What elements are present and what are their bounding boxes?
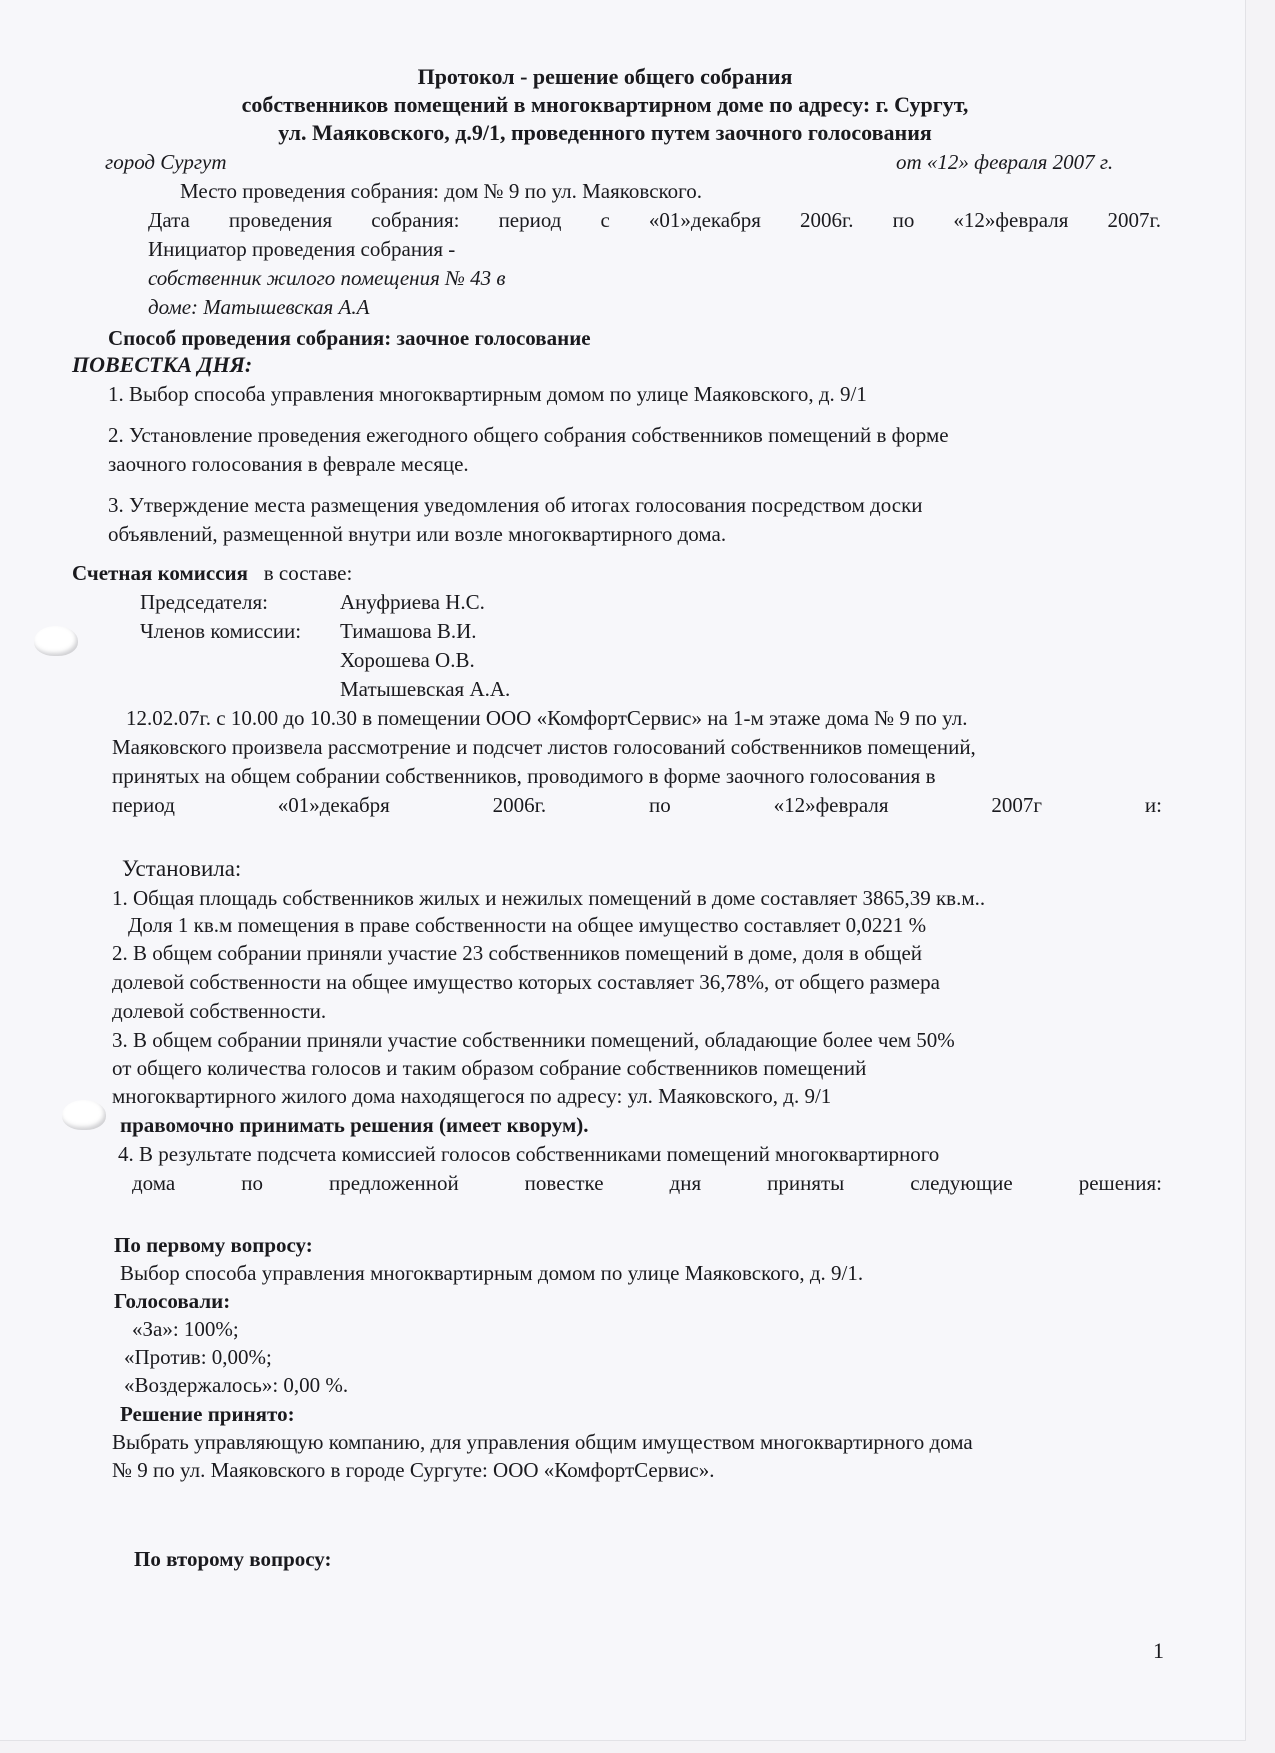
counting-line-2: Маяковского произвела рассмотрение и подсчет листов голосований собственников помещений, [112, 735, 976, 759]
question-2-heading: По второму вопросу: [134, 1547, 332, 1571]
word: по [892, 208, 915, 232]
word: 2006г. [492, 793, 547, 817]
initiator-line-1: собственник жилого помещения № 43 в [148, 266, 506, 290]
punch-hole-top [34, 626, 78, 656]
commission-heading-rest: в составе: [263, 561, 353, 585]
word: «12»февраля [953, 208, 1069, 232]
member-3: Матышевская А.А. [340, 677, 511, 701]
chair-name: Ануфриева Н.С. [340, 590, 485, 614]
question-1-vote-abstained: «Воздержалось»: 0,00 %. [124, 1373, 349, 1397]
punch-hole-bottom [62, 1100, 106, 1130]
commission-heading [72, 560, 352, 586]
agenda-item-3-line-2: объявлений, размещенной внутри или возле многоквартирного дома. [108, 522, 727, 546]
member-1: Тимашова В.И. [340, 619, 477, 643]
agenda-item-2-line-2: заочного голосования в феврале месяце. [108, 452, 469, 476]
word: следующие [910, 1171, 1013, 1195]
meeting-method: Способ проведения собрания: заочное голосование [108, 326, 591, 350]
word: по [241, 1171, 263, 1195]
word: приняты [767, 1171, 845, 1195]
word: проведения [228, 208, 333, 232]
page-number: 1 [1153, 1638, 1164, 1663]
word: по [648, 793, 671, 817]
established-p1-line-2: Доля 1 кв.м помещения в праве собственности на общее имущество составляет 0,0221 % [128, 913, 927, 937]
established-p3-line-3: многоквартирного жилого дома находящегося по адресу: ул. Маяковского, д. 9/1 [112, 1084, 832, 1108]
meeting-period [148, 207, 1161, 233]
word: предложенной [328, 1171, 459, 1195]
agenda-item-2-line-1: 2. Установление проведения ежегодного общего собрания собственников помещений в форме [108, 423, 949, 447]
agenda-item-1: 1. Выбор способа управления многоквартирным домом по улице Маяковского, д. 9/1 [108, 382, 867, 406]
word: дома [132, 1171, 176, 1195]
agenda-item-3-line-1: 3. Утверждение места размещения уведомления об итогах голосования посредством доски [108, 493, 923, 517]
question-1-decision-line-2: № 9 по ул. Маяковского в городе Сургуте: ООО «КомфортСервис». [112, 1458, 715, 1482]
word: период [498, 208, 562, 232]
established-p3-line-1: 3. В общем собрании приняли участие собственники помещений, обладающие более чем 50% [112, 1028, 955, 1052]
established-p1-line-1: 1. Общая площадь собственников жилых и нежилых помещений в доме составляет 3865,39 кв.м.. [112, 886, 986, 910]
document-date: от «12» февраля 2007 г. [896, 150, 1114, 174]
title-line-3: ул. Маяковского, д.9/1, проведенного путем заочного голосования [278, 120, 932, 145]
question-1-vote-for: «За»: 100%; [132, 1317, 239, 1341]
word: период [112, 793, 175, 817]
word: повестке [524, 1171, 604, 1195]
question-1-text: Выбор способа управления многоквартирным домом по улице Маяковского, д. 9/1. [120, 1261, 864, 1285]
counting-line-3: принятых на общем собрании собственников, проводимого в форме заочного голосования в [112, 764, 936, 788]
word: дня [669, 1171, 702, 1195]
initiator-label: Инициатор проведения собрания - [148, 237, 456, 261]
word: «01»декабря [648, 208, 761, 232]
established-p2-line-3: долевой собственности. [112, 999, 327, 1023]
word: 2007г [991, 793, 1043, 817]
title-line-2: собственников помещений в многоквартирном доме по адресу: г. Сургут, [241, 92, 969, 117]
word: 2007г. [1107, 208, 1161, 232]
chair-label: Председателя: [140, 590, 268, 614]
established-p3-line-2: от общего количества голосов и таким образом собрание собственников помещений [112, 1056, 867, 1080]
word: Дата [148, 208, 190, 232]
initiator-line-2: доме: Матышевская А.А [148, 295, 370, 319]
commission-heading-bold: Счетная комиссия [72, 561, 249, 585]
word: собрания: [371, 208, 460, 232]
agenda-heading: ПОВЕСТКА ДНЯ: [72, 352, 253, 377]
word: с [600, 208, 610, 232]
established-p2-line-1: 2. В общем собрании приняли участие 23 собственников помещений в доме, доля в общей [112, 941, 923, 965]
word: решения: [1078, 1171, 1162, 1195]
member-2: Хорошева О.В. [340, 648, 475, 672]
established-heading: Установила: [122, 856, 242, 881]
members-label: Членов комиссии: [140, 619, 302, 643]
counting-line-1: 12.02.07г. с 10.00 до 10.30 в помещении ООО «КомфортСервис» на 1-м этаже дома № 9 по ул. [126, 706, 968, 730]
word: «01»декабря [277, 793, 390, 817]
word: «12»февраля [773, 793, 889, 817]
question-1-decision-label: Решение принято: [120, 1402, 295, 1426]
question-1-heading: По первому вопросу: [114, 1233, 313, 1257]
established-p4-line-1: 4. В результате подсчета комиссией голосов собственниками помещений многоквартирного [118, 1142, 940, 1166]
meeting-place: Место проведения собрания: дом № 9 по ул. Маяковского. [180, 179, 703, 203]
title-line-1: Протокол - решение общего собрания [417, 64, 793, 89]
city: город Сургут [105, 150, 227, 174]
counting-line-4 [112, 792, 1162, 818]
question-1-vote-against: «Против: 0,00%; [124, 1345, 272, 1369]
question-1-voted-label: Голосовали: [114, 1289, 231, 1313]
question-1-decision-line-1: Выбрать управляющую компанию, для управления общим имуществом многоквартирного дома [112, 1430, 973, 1454]
quorum-statement: правомочно принимать решения (имеет кворум). [120, 1113, 589, 1137]
word: и: [1144, 793, 1162, 817]
word: 2006г. [800, 208, 854, 232]
established-p2-line-2: долевой собственности на общее имущество которых составляет 36,78%, от общего размера [112, 970, 940, 994]
established-p4-line-2 [132, 1170, 1162, 1196]
